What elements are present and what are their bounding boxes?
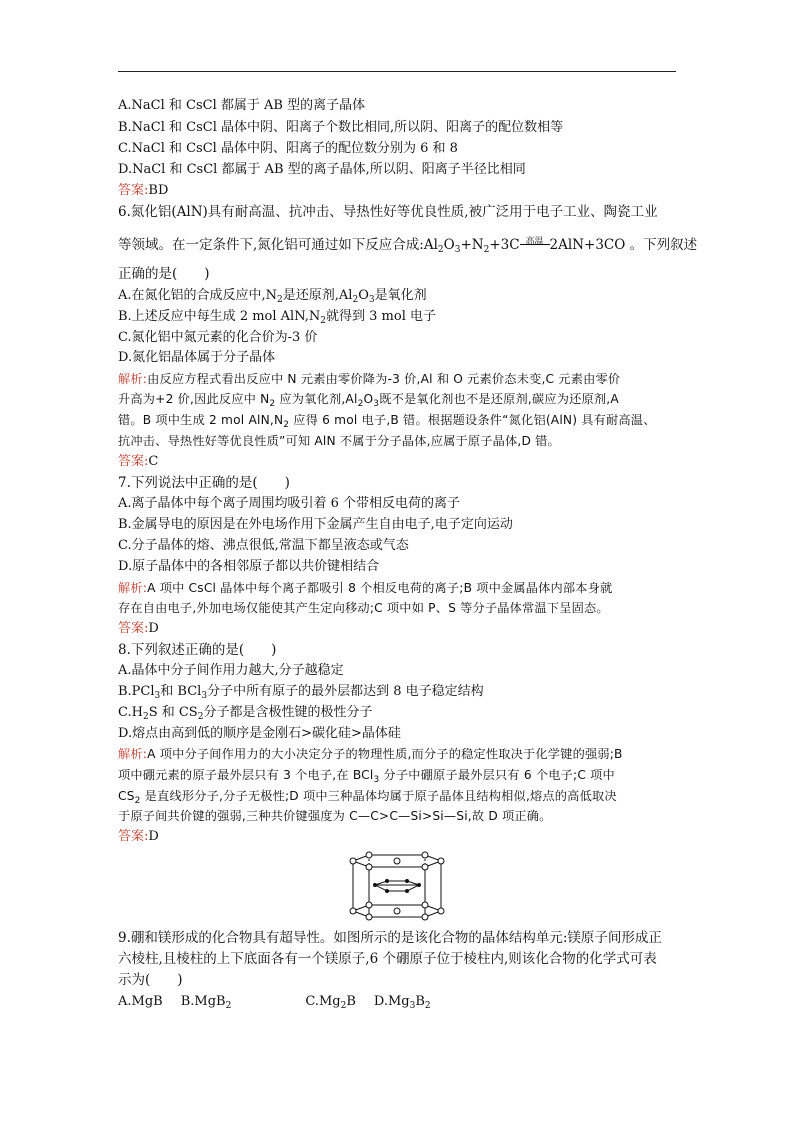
q6-answer: 答案:C [118, 454, 159, 469]
q5-option-d: D.NaCl 和 CsCl 都属于 AB 型的离子晶体,所以阴、阳离子半径比相同 [118, 162, 526, 177]
q8-option-b: B.PCl$_3$和 BCl$_3$分子中所有原子的最外层都达到 8 电子稳定结构 [118, 684, 484, 701]
q9-stem-line2: 六棱柱,且棱柱的上下底面各有一个镁原子,6 个硼原子位于棱柱内,则该化合物的化学式可表 [118, 951, 657, 967]
q8-explanation-line1: 解析:A 项中分子间作用力的大小决定分子的物理性质,而分子的稳定性取决于化学键的强弱;B [118, 747, 623, 761]
q8-explanation-line2: 项中硼元素的原子最外层只有 3 个电子,在 BCl$_3$ 分子中硼原子最外层只有 6 个电子;C 项中 [118, 768, 615, 785]
q6-option-c: C.氮化铝中氮元素的化合价为-3 价 [118, 330, 318, 345]
q6-explanation-line2: 升高为+2 价,因此反应中 $N_2$ 应为氧化剂$,Al_2O_3$既不是氧化剂也不是还原剂,碳应为还原剂,A [118, 392, 619, 409]
q6-stem-line1: 6.氮化铝(AlN)具有耐高温、抗冲击、导热性好等优良性质,被广泛用于电子工业、陶瓷工业 [118, 204, 658, 220]
q5-answer [118, 183, 168, 199]
q7-option-d: D.原子晶体中的各相邻原子都以共价键相结合 [118, 559, 380, 574]
mg-atom [438, 908, 444, 914]
q5-option-a: A.NaCl 和 CsCl 都属于 AB 型的离子晶体 [118, 98, 366, 113]
q6-explanation-line4: 抗冲击、导热性好等优良性质”可知 AlN 不属于分子晶体,应属于原子晶体,D 错。 [118, 434, 560, 448]
q8-option-c: $C.H_2S$ 和 $CS_2$分子都是含极性键的极性分子 [118, 705, 373, 722]
q8-stem: 8.下列叙述正确的是( ) [118, 642, 277, 658]
mg-atom [366, 902, 372, 908]
q5-option-b: B.NaCl 和 CsCl 晶体中阴、阳离子个数比相同,所以阴、阳离子的配位数相等 [118, 120, 564, 135]
q8-option-d: D.熔点由高到低的顺序是金刚石>碳化硅>晶体硅 [118, 726, 401, 741]
q6-option-a: A.在氮化铝的合成反应中$,N_2$是还原剂$,Al_2O_3$是氧化剂 [118, 288, 427, 305]
b-atom [405, 889, 409, 893]
q6-option-b: B.上述反应中每生成 2 mol $AlN,N_2$就得到 3 mol 电子 [118, 309, 436, 326]
q6-stem-line2: 等领域。在一定条件下,氮化铝可通过如下反应合成$:Al_2O_3+N_2+3C$ 高温 2AlN+3CO 。下列叙述 [118, 237, 698, 255]
b-atom [385, 889, 389, 893]
q9-options [118, 994, 431, 1010]
crystal-structure-figure [347, 851, 447, 921]
header-rule [118, 71, 676, 72]
q8-option-a: A.晶体中分子间作用力越大,分子越稳定 [118, 663, 344, 678]
q7-option-c: C.分子晶体的熔、沸点很低,常温下都呈液态或气态 [118, 538, 409, 553]
mg-atom [438, 858, 444, 864]
q8-answer: 答案:D [118, 829, 159, 844]
q5-option-c: C.NaCl 和 CsCl 晶体中阴、阳离子的配位数分别为 6 和 8 [118, 141, 458, 156]
q7-option-b: B.金属导电的原因是在外电场作用下金属产生自由电子,电子定向运动 [118, 517, 513, 532]
q9-option-a: A.MgB [118, 994, 163, 1009]
q8-explanation-line4: 于原子间共价键的强弱,三种共价键强度为 C—C>C—Si>Si—Si,故 D 项正确。 [118, 809, 552, 823]
q7-explanation-line2: 存在自由电子,外加电场仅能使其产生定向移动;C 项中如 P、S 等分子晶体常温下呈固态。 [118, 601, 609, 615]
q7-option-a: A.离子晶体中每个离子周围均吸引着 6 个带相反电荷的离子 [118, 496, 461, 511]
mg-atom [366, 864, 372, 870]
mg-atom [422, 914, 428, 920]
mg-atom [422, 902, 428, 908]
mg-atom [394, 858, 400, 864]
q9-option-c: $C.Mg_2B$ [305, 994, 356, 1011]
q9-option-d: $D.Mg_3B_2$ [373, 994, 431, 1011]
mg-atom [394, 908, 400, 914]
b-atom [405, 879, 409, 883]
answer-label: 答案: [118, 183, 149, 198]
q9-option-b: B.MgB$_2$ [180, 994, 232, 1011]
q9-stem-line3: 示为( ) [118, 972, 183, 988]
mg-atom [422, 864, 428, 870]
q6-stem-line3: 正确的是( ) [118, 266, 210, 282]
boron-hexagon [375, 881, 419, 891]
mg-atom [350, 858, 356, 864]
q6-option-d: D.氮化铝晶体属于分子晶体 [118, 350, 276, 365]
mg-atom [366, 914, 372, 920]
b-atom [373, 883, 377, 887]
q8-explanation-line3: $CS_2$ 是直线形分子,分子无极性;D 项中三种晶体均属于原子晶体且结构相似,熔点的高低取决 [118, 789, 617, 806]
q6-explanation-line1: 解析:由反应方程式看出反应中 N 元素由零价降为-3 价,Al 和 O 元素价态未变,C 元素由零价 [118, 372, 621, 386]
q7-answer: 答案:D [118, 621, 159, 636]
reaction-condition: 高温 [520, 248, 550, 249]
b-atom [385, 879, 389, 883]
mg-atom [366, 852, 372, 858]
mg-atom [422, 852, 428, 858]
mg-atom [350, 908, 356, 914]
q7-explanation-line1: 解析:A 项中 CsCl 晶体中每个离子都吸引 8 个相反电荷的离子;B 项中金属晶体内部本身就 [118, 581, 613, 595]
q9-stem-line1: 9.硼和镁形成的化合物具有超导性。如图所示的是该化合物的晶体结构单元:镁原子间形成正 [118, 930, 662, 946]
q7-stem: 7.下列说法中正确的是( ) [118, 475, 290, 491]
answer-value: BD [148, 183, 169, 198]
b-atom [417, 883, 421, 887]
q6-explanation-line3: 错。B 项中生成 2 mol $AlN,N_2$ 应得 6 mol 电子,B 错。根据题设条件“氮化铝(AlN) 具有耐高温、 [118, 413, 656, 430]
